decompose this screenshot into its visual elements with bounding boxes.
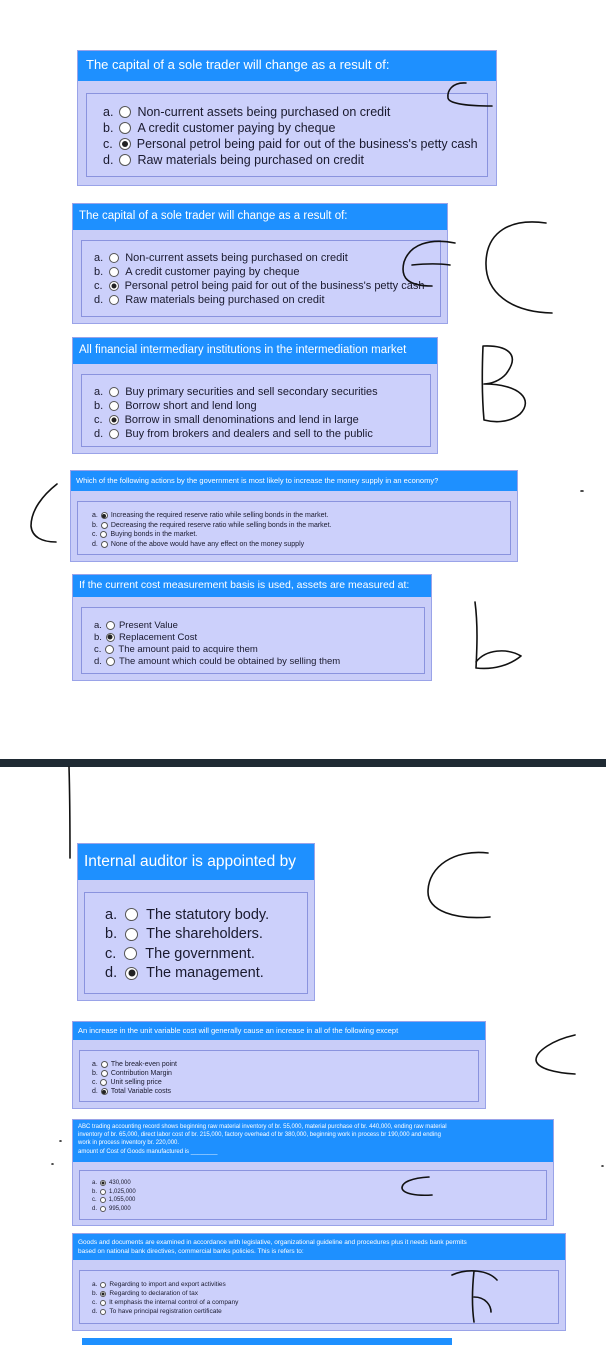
option-letter: a. <box>94 386 104 398</box>
option-label: The shareholders. <box>146 926 263 943</box>
option-letter: d. <box>105 965 118 982</box>
option-label: Regarding to declaration of tax <box>109 1290 198 1297</box>
option-label: Regarding to import and export activities <box>109 1281 226 1288</box>
option-label: A credit customer paying by cheque <box>137 121 336 135</box>
option-letter: b. <box>92 521 98 529</box>
option-label: Unit selling price <box>110 1079 162 1086</box>
option-label: Raw materials being purchased on credit <box>125 294 325 306</box>
option-label: The management. <box>146 965 264 982</box>
option-label: Raw materials being purchased on credit <box>137 153 364 167</box>
option-letter: c. <box>94 280 103 292</box>
option-letter: b. <box>94 266 104 278</box>
option-letter: c. <box>92 531 98 539</box>
option-label: A credit customer paying by cheque <box>125 266 300 278</box>
handwritten-b-5 <box>475 602 521 668</box>
option-label: It emphasis the internal control of a company <box>109 1299 239 1306</box>
question-text: If the current cost measurement basis is used, assets are measured at: <box>73 575 431 597</box>
option-label: Buy from brokers and dealers and sell to the public <box>125 428 373 440</box>
option-letter: c. <box>94 414 103 426</box>
question-text-line: ABC trading accounting record shows beginning raw material inventory of br. 55,000, material purchase of br. 440,000, ending raw material <box>78 1124 447 1130</box>
option-letter: b. <box>92 1290 98 1297</box>
handwritten-e-2-crossbar <box>412 264 450 265</box>
option-letter: a. <box>105 906 118 923</box>
option-letter: a. <box>94 619 102 631</box>
question-text-line: work in process inventory br. 220,000. <box>78 1140 180 1147</box>
option-label: Decreasing the required reserve ratio while selling bonds in the market. <box>110 521 332 529</box>
option-label: Total Variable costs <box>110 1088 172 1095</box>
option-letter: b. <box>103 121 114 135</box>
option-label: Non-current assets being purchased on credit <box>125 252 348 264</box>
option-letter: b. <box>94 631 102 643</box>
option-letter: a. <box>92 1180 98 1187</box>
handwritten-c-1 <box>448 83 492 106</box>
option-label: Personal petrol being paid for out of the business's petty cash <box>124 280 425 292</box>
handwritten-a-9 <box>452 1271 497 1322</box>
option-label: The break-even point <box>110 1061 177 1068</box>
option-label: Personal petrol being paid for out of the business's petty cash <box>136 137 478 151</box>
handwritten-c-8 <box>402 1177 432 1195</box>
option-label: 995,000 <box>109 1205 131 1212</box>
question-text: All financial intermediary institutions in the intermediation market <box>73 338 437 364</box>
option-letter: a. <box>92 1061 98 1068</box>
option-letter: a. <box>92 512 98 520</box>
option-letter: d. <box>94 294 104 306</box>
option-label: Borrow short and lend long <box>125 400 257 412</box>
handwritten-c-2 <box>486 222 552 313</box>
option-label: None of the above would have any effect on the money supply <box>110 540 305 548</box>
option-label: The amount which could be obtained by selling them <box>118 655 341 667</box>
option-letter: d. <box>103 153 114 167</box>
question-text: Internal auditor is appointed by <box>78 844 314 880</box>
option-label: Non-current assets being purchased on credit <box>137 105 391 119</box>
option-letter: d. <box>94 655 102 667</box>
option-letter: b. <box>92 1070 98 1077</box>
option-letter: c. <box>92 1299 98 1306</box>
handwritten-c-4 <box>31 484 57 542</box>
option-label: Increasing the required reserve ratio while selling bonds in the market. <box>110 512 329 520</box>
option-letter: a. <box>103 105 114 119</box>
option-letter: b. <box>94 400 104 412</box>
option-label: The government. <box>145 945 255 962</box>
option-letter: c. <box>103 137 113 151</box>
option-letter: d. <box>92 1308 98 1315</box>
option-letter: a. <box>92 1281 98 1288</box>
question-text: The capital of a sole trader will change as a result of: <box>73 204 447 230</box>
question-text-line: Goods and documents are examined in accordance with legislative, organizational guideline and procedures plus it needs bank permits <box>78 1239 467 1246</box>
question-text-line: inventory of br. 65,000, direct labor cost of br. 215,000, factory overhead of br 380,000, beginning work in process br 190,000 and ending <box>78 1132 441 1139</box>
option-letter: a. <box>94 252 104 264</box>
handwritten-stroke-top <box>69 767 70 858</box>
option-letter: c. <box>94 643 102 655</box>
question-text: Which of the following actions by the government is most likely to increase the money supply in an economy? <box>71 471 517 491</box>
option-label: 1,025,000 <box>109 1188 136 1195</box>
question-text: The capital of a sole trader will change as a result of: <box>78 51 496 81</box>
option-label: The amount paid to acquire them <box>118 643 258 655</box>
option-label: To have principal registration certificate <box>109 1308 222 1315</box>
question-text-line: amount of Cost of Goods manufactured is ________ <box>78 1148 218 1155</box>
handwritten-dot <box>52 491 603 1166</box>
option-letter: d. <box>92 1088 98 1095</box>
option-label: Present Value <box>118 619 178 631</box>
option-letter: d. <box>92 540 98 548</box>
option-label: 1,055,000 <box>108 1197 136 1204</box>
question-text-line: based on national bank directives, commercial banks policies. This is refers to: <box>78 1248 304 1255</box>
option-label: 430,000 <box>109 1180 131 1187</box>
option-label: Buying bonds in the market. <box>110 531 198 539</box>
option-letter: d. <box>94 428 104 440</box>
option-label: Borrow in small denominations and lend in large <box>124 414 359 426</box>
option-label: Contribution Margin <box>110 1070 172 1077</box>
option-letter: b. <box>105 926 118 943</box>
question-text: An increase in the unit variable cost will generally cause an increase in all of the following except <box>73 1022 485 1040</box>
option-letter: c. <box>92 1079 98 1086</box>
option-letter: c. <box>92 1197 97 1204</box>
option-label: Replacement Cost <box>118 631 198 643</box>
handwritten-c-7 <box>536 1035 575 1074</box>
option-letter: c. <box>105 945 117 962</box>
option-label: Buy primary securities and sell secondary securities <box>125 386 378 398</box>
option-label: The statutory body. <box>146 906 270 923</box>
option-letter: b. <box>92 1188 98 1195</box>
handwritten-c-6 <box>428 852 490 917</box>
option-letter: d. <box>92 1205 98 1212</box>
handwritten-b-3 <box>482 346 525 422</box>
